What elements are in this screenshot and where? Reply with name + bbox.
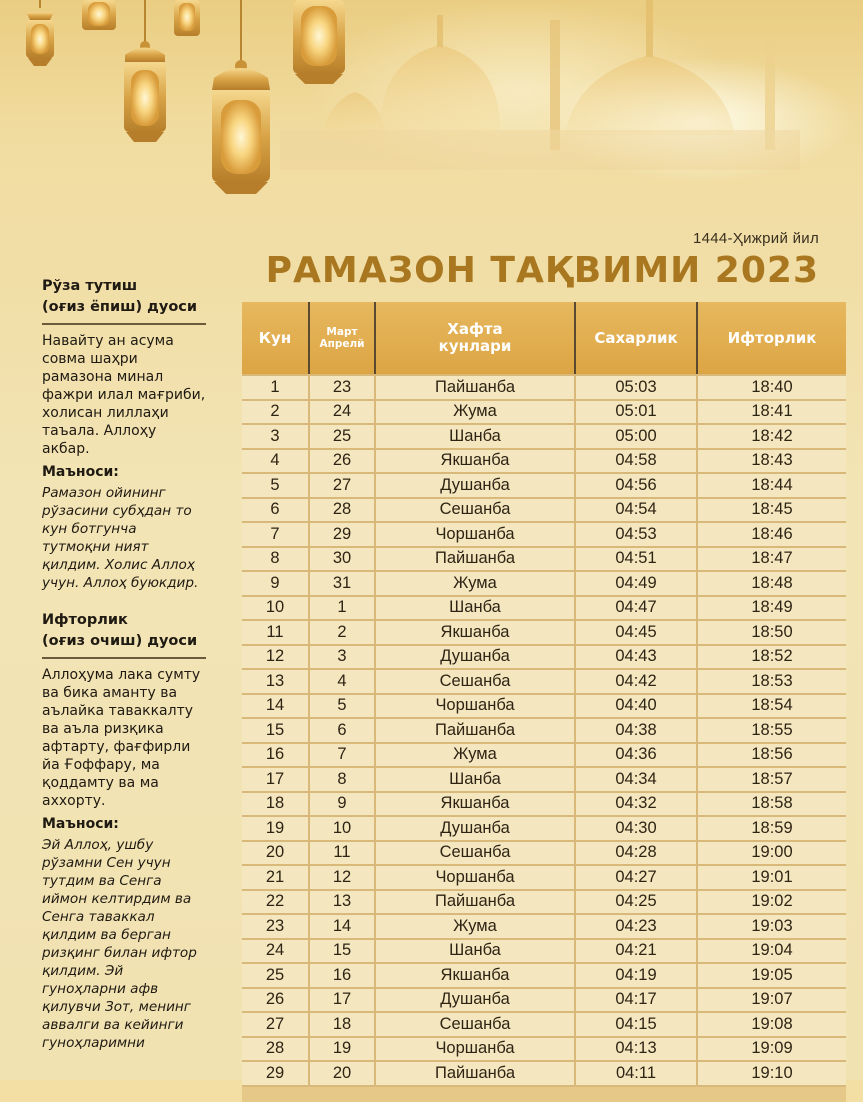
iftar-time-cell: 18:57 [698, 768, 846, 793]
suhoor-time-cell: 05:01 [576, 401, 698, 426]
table-row [242, 768, 846, 793]
table-row [242, 425, 846, 450]
suhoor-time-cell: 04:34 [576, 768, 698, 793]
suhoor-time-cell: 04:40 [576, 695, 698, 720]
ramadan-calendar-table [242, 302, 846, 1102]
day-cell: 3 [242, 425, 310, 450]
iftar-time-cell: 18:41 [698, 401, 846, 426]
suhoor-time-cell: 04:27 [576, 866, 698, 891]
table-row [242, 1013, 846, 1038]
table-row [242, 670, 846, 695]
iftar-time-cell: 19:09 [698, 1038, 846, 1063]
iftar-time-cell: 19:10 [698, 1062, 846, 1087]
suhoor-time-cell: 05:03 [576, 374, 698, 401]
date-cell: 27 [310, 474, 376, 499]
suhoor-time-cell: 04:32 [576, 793, 698, 818]
weekday-cell: Душанба [376, 474, 576, 499]
weekday-cell: Душанба [376, 989, 576, 1014]
iftar-dua-title-line1: Ифторлик [42, 612, 128, 628]
table-row [242, 401, 846, 426]
table-row [242, 374, 846, 401]
day-cell: 10 [242, 597, 310, 622]
table-header-row [242, 302, 846, 374]
day-cell: 22 [242, 891, 310, 916]
day-cell: 27 [242, 1013, 310, 1038]
table-row [242, 548, 846, 573]
table-row [242, 499, 846, 524]
day-cell: 11 [242, 621, 310, 646]
iftar-time-cell: 18:42 [698, 425, 846, 450]
iftar-time-cell: 18:46 [698, 523, 846, 548]
lantern-icon [293, 0, 345, 84]
weekday-cell: Якшанба [376, 964, 576, 989]
weekday-cell: Пайшанба [376, 719, 576, 744]
iftar-time-cell: 18:53 [698, 670, 846, 695]
suhoor-meaning-label: Маъноси: [42, 464, 119, 480]
suhoor-time-cell: 04:15 [576, 1013, 698, 1038]
weekday-cell: Душанба [376, 817, 576, 842]
day-cell: 16 [242, 744, 310, 769]
day-cell: 4 [242, 450, 310, 475]
lantern-icon [212, 0, 270, 194]
header-month-line2: Апрелй [319, 338, 365, 350]
weekday-cell: Шанба [376, 768, 576, 793]
date-cell: 20 [310, 1062, 376, 1087]
suhoor-dua-text: Навайту ан асума совма шаҳри рамазона минал фажри илал мағриби, холисан лиллаҳи таъала. Аллоҳу акбар. [42, 333, 206, 457]
hijri-year: 1444-Ҳижрий йил [692, 230, 819, 247]
suhoor-time-cell: 04:45 [576, 621, 698, 646]
iftar-time-cell: 19:00 [698, 842, 846, 867]
weekday-cell: Пайшанба [376, 548, 576, 573]
table-row [242, 523, 846, 548]
table-row [242, 891, 846, 916]
lantern-icon [82, 0, 116, 30]
iftar-dua-title-line2: (оғиз очиш) дуоси [42, 633, 198, 649]
date-cell: 14 [310, 915, 376, 940]
suhoor-time-cell: 04:51 [576, 548, 698, 573]
suhoor-time-cell: 04:36 [576, 744, 698, 769]
day-cell: 1 [242, 374, 310, 401]
weekday-cell: Пайшанба [376, 891, 576, 916]
page-title: РАМАЗОН ТАҚВИМИ 2023 [265, 250, 819, 291]
header-iftar: Ифторлик [698, 302, 846, 374]
suhoor-time-cell: 04:28 [576, 842, 698, 867]
iftar-time-cell: 19:02 [698, 891, 846, 916]
suhoor-time-cell: 04:54 [576, 499, 698, 524]
table-row [242, 1038, 846, 1063]
divider [42, 657, 206, 659]
header-illustration [0, 0, 863, 225]
date-cell: 6 [310, 719, 376, 744]
day-cell: 28 [242, 1038, 310, 1063]
suhoor-time-cell: 04:11 [576, 1062, 698, 1087]
suhoor-time-cell: 04:25 [576, 891, 698, 916]
date-cell: 17 [310, 989, 376, 1014]
iftar-time-cell: 19:04 [698, 940, 846, 965]
weekday-cell: Пайшанба [376, 374, 576, 401]
iftar-time-cell: 18:54 [698, 695, 846, 720]
weekday-cell: Пайшанба [376, 1062, 576, 1087]
suhoor-time-cell: 04:43 [576, 646, 698, 671]
day-cell: 8 [242, 548, 310, 573]
date-cell: 9 [310, 793, 376, 818]
date-cell: 28 [310, 499, 376, 524]
date-cell: 12 [310, 866, 376, 891]
day-cell: 29 [242, 1062, 310, 1087]
iftar-dua-text: Аллоҳума лака сумту ва бика аманту ва аълайка таваккалту ва аъла ризқика афтарту, фағфирли йа Ғоффару, ма қоддамту ва ма аххорту. [42, 667, 201, 809]
iftar-time-cell: 19:07 [698, 989, 846, 1014]
suhoor-time-cell: 04:53 [576, 523, 698, 548]
header-month-line1: Март [326, 326, 358, 338]
lantern-icon [174, 0, 200, 36]
weekday-cell: Сешанба [376, 1013, 576, 1038]
table-row [242, 1062, 846, 1087]
date-cell: 8 [310, 768, 376, 793]
suhoor-time-cell: 04:23 [576, 915, 698, 940]
table-row [242, 842, 846, 867]
table-row [242, 450, 846, 475]
weekday-cell: Жума [376, 915, 576, 940]
date-cell: 4 [310, 670, 376, 695]
table-row [242, 621, 846, 646]
date-cell: 25 [310, 425, 376, 450]
iftar-time-cell: 18:50 [698, 621, 846, 646]
day-cell: 23 [242, 915, 310, 940]
date-cell: 24 [310, 401, 376, 426]
suhoor-time-cell: 04:13 [576, 1038, 698, 1063]
day-cell: 18 [242, 793, 310, 818]
suhoor-time-cell: 04:38 [576, 719, 698, 744]
date-cell: 5 [310, 695, 376, 720]
header-month [310, 302, 376, 374]
header-weekday [376, 302, 576, 374]
suhoor-time-cell: 04:56 [576, 474, 698, 499]
suhoor-time-cell: 04:49 [576, 572, 698, 597]
table-row [242, 474, 846, 499]
suhoor-time-cell: 04:30 [576, 817, 698, 842]
iftar-time-cell: 18:52 [698, 646, 846, 671]
weekday-cell: Чоршанба [376, 866, 576, 891]
day-cell: 9 [242, 572, 310, 597]
table-row [242, 719, 846, 744]
iftar-time-cell: 18:48 [698, 572, 846, 597]
iftar-time-cell: 18:49 [698, 597, 846, 622]
weekday-cell: Шанба [376, 597, 576, 622]
day-cell: 7 [242, 523, 310, 548]
header-weekday-line1: Хафта [447, 320, 503, 338]
day-cell: 12 [242, 646, 310, 671]
weekday-cell: Чоршанба [376, 1038, 576, 1063]
weekday-cell: Чоршанба [376, 523, 576, 548]
day-cell: 24 [242, 940, 310, 965]
iftar-time-cell: 18:58 [698, 793, 846, 818]
date-cell: 31 [310, 572, 376, 597]
iftar-time-cell: 18:55 [698, 719, 846, 744]
iftar-time-cell: 18:43 [698, 450, 846, 475]
weekday-cell: Якшанба [376, 793, 576, 818]
suhoor-time-cell: 04:47 [576, 597, 698, 622]
table-row [242, 793, 846, 818]
weekday-cell: Сешанба [376, 842, 576, 867]
weekday-cell: Сешанба [376, 499, 576, 524]
suhoor-time-cell: 04:21 [576, 940, 698, 965]
header-day: Кун [242, 302, 310, 374]
suhoor-meaning-text: Рамазон ойининг рўзасини субҳдан то кун ботгунча тутмоқни ният қилдим. Холис Аллоҳ учун. Аллоҳ буюкдир. [42, 485, 199, 591]
day-cell: 14 [242, 695, 310, 720]
weekday-cell: Якшанба [376, 450, 576, 475]
day-cell: 19 [242, 817, 310, 842]
iftar-meaning-label: Маъноси: [42, 816, 119, 832]
date-cell: 13 [310, 891, 376, 916]
lantern-icon [26, 0, 54, 66]
iftar-time-cell: 18:45 [698, 499, 846, 524]
iftar-time-cell: 18:44 [698, 474, 846, 499]
weekday-cell: Сешанба [376, 670, 576, 695]
weekday-cell: Жума [376, 744, 576, 769]
table-row [242, 572, 846, 597]
suhoor-time-cell: 04:58 [576, 450, 698, 475]
date-cell: 7 [310, 744, 376, 769]
suhoor-dua-title-line1: Рўза тутиш [42, 278, 138, 294]
suhoor-time-cell: 05:00 [576, 425, 698, 450]
table-row [242, 915, 846, 940]
table-row [242, 744, 846, 769]
dua-sidebar [42, 276, 208, 1052]
suhoor-dua-section [42, 276, 208, 592]
suhoor-time-cell: 04:17 [576, 989, 698, 1014]
header-weekday-line2: кунлари [438, 337, 512, 355]
day-cell: 21 [242, 866, 310, 891]
suhoor-dua-title-line2: (оғиз ёпиш) дуоси [42, 299, 198, 315]
date-cell: 19 [310, 1038, 376, 1063]
divider [42, 323, 206, 325]
table-row [242, 964, 846, 989]
date-cell: 18 [310, 1013, 376, 1038]
day-cell: 15 [242, 719, 310, 744]
iftar-meaning-text: Эй Аллоҳ, ушбу рўзамни Сен учун тутдим ва Сенга иймон келтирдим ва Сенга таваккал қилдим ва берган ризқинг билан ифтор қилдим. Эй гуноҳларни афв қилувчи Зот, менинг аввалги ва кейинги гуноҳларимни [42, 837, 197, 1051]
iftar-dua-section [42, 610, 208, 1052]
mosque-silhouette-icon [280, 0, 800, 170]
iftar-time-cell: 19:03 [698, 915, 846, 940]
iftar-time-cell: 19:05 [698, 964, 846, 989]
date-cell: 10 [310, 817, 376, 842]
weekday-cell: Шанба [376, 425, 576, 450]
iftar-time-cell: 18:40 [698, 374, 846, 401]
weekday-cell: Жума [376, 401, 576, 426]
date-cell: 2 [310, 621, 376, 646]
table-row [242, 940, 846, 965]
weekday-cell: Якшанба [376, 621, 576, 646]
date-cell: 26 [310, 450, 376, 475]
suhoor-time-cell: 04:19 [576, 964, 698, 989]
date-cell: 1 [310, 597, 376, 622]
iftar-time-cell: 19:01 [698, 866, 846, 891]
date-cell: 15 [310, 940, 376, 965]
iftar-time-cell: 18:59 [698, 817, 846, 842]
day-cell: 2 [242, 401, 310, 426]
day-cell: 20 [242, 842, 310, 867]
day-cell: 17 [242, 768, 310, 793]
iftar-time-cell: 19:08 [698, 1013, 846, 1038]
day-cell: 5 [242, 474, 310, 499]
iftar-time-cell: 18:47 [698, 548, 846, 573]
day-cell: 25 [242, 964, 310, 989]
suhoor-time-cell: 04:42 [576, 670, 698, 695]
date-cell: 11 [310, 842, 376, 867]
table-row [242, 989, 846, 1014]
table-row [242, 646, 846, 671]
date-cell: 30 [310, 548, 376, 573]
weekday-cell: Душанба [376, 646, 576, 671]
weekday-cell: Чоршанба [376, 695, 576, 720]
table-row [242, 817, 846, 842]
day-cell: 26 [242, 989, 310, 1014]
iftar-time-cell: 18:56 [698, 744, 846, 769]
table-row [242, 695, 846, 720]
date-cell: 23 [310, 374, 376, 401]
weekday-cell: Жума [376, 572, 576, 597]
weekday-cell: Шанба [376, 940, 576, 965]
table-row [242, 597, 846, 622]
date-cell: 16 [310, 964, 376, 989]
lantern-icon [124, 0, 166, 142]
day-cell: 6 [242, 499, 310, 524]
day-cell: 13 [242, 670, 310, 695]
table-row [242, 866, 846, 891]
date-cell: 29 [310, 523, 376, 548]
date-cell: 3 [310, 646, 376, 671]
header-suhoor: Сахарлик [576, 302, 698, 374]
